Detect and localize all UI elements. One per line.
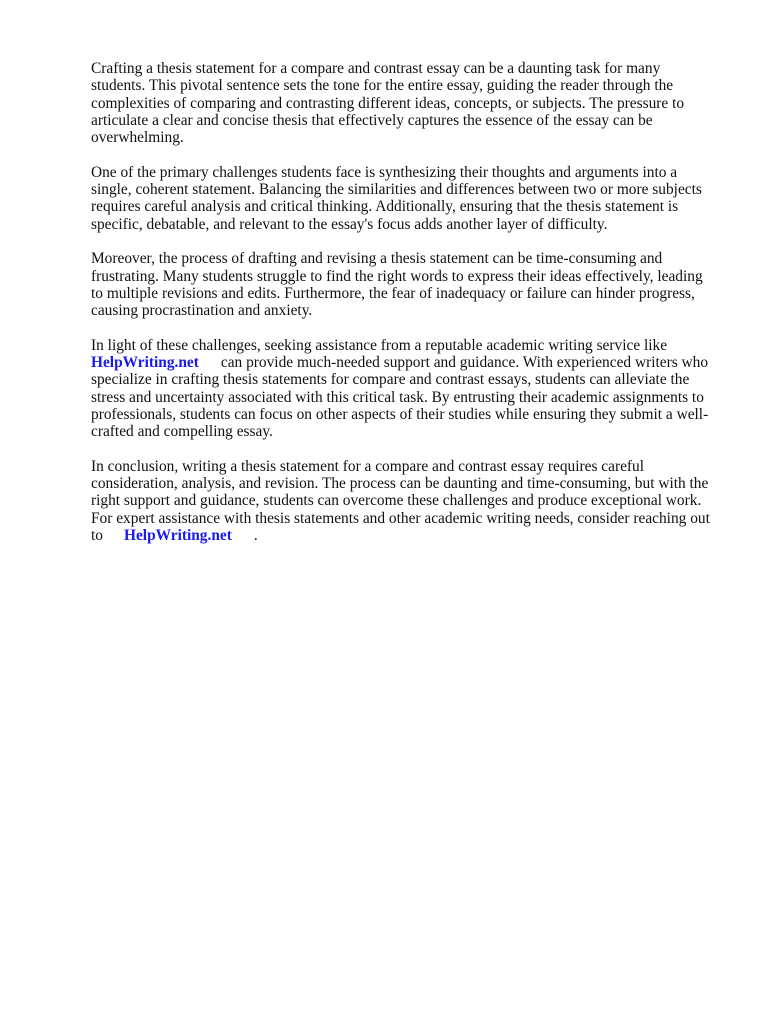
paragraph-2: One of the primary challenges students face is synthesizing their thoughts and arguments into a single, coherent statement. Balancing the similarities and differences between two or more subjects requires careful analysis and critical thinking. Additionally, ensuring that the thesis statement is specific, debatable, and relevant to the essay's focus adds another layer of difficulty. [91,163,702,233]
paragraph-5 [91,458,716,544]
paragraph-4-rest: can provide much-needed support and guidance. With experienced writers who specialize in crafting thesis statements for compare and contrast essays, students can alleviate the stress and uncertainty associated with this critical task. By entrusting their academic assignments to professionals, students can focus on other aspects of their studies while ensuring they submit a well- crafted and compelling essay. [91,354,709,441]
paragraph-5-period: . [253,527,258,545]
paragraph-4-intro: In light of these challenges, seeking assistance from a reputable academic writing service like [91,336,668,354]
paragraph-1: Crafting a thesis statement for a compare and contrast essay can be a daunting task for many students. This pivotal sentence sets the tone for the entire essay, guiding the reader through the complexities of comparing and contrasting different ideas, concepts, or subjects. The pressure to articulate a clear and concise thesis that effectively captures the essence of the essay can be overwhelming. [91,60,685,147]
document-body [91,60,716,562]
paragraph-3: Moreover, the process of drafting and revising a thesis statement can be time-consuming and frustrating. Many students struggle to find the right words to express their ideas effectively, leading to multiple revisions and edits. Furthermore, the fear of inadequacy or failure can hinder progress, causing procrastination and anxiety. [91,250,703,320]
paragraph-4 [91,337,716,441]
helpwriting-link[interactable]: HelpWriting.net [91,354,199,372]
paragraph-5-intro: In conclusion, writing a thesis statement for a compare and contrast essay requires careful consideration, analysis, and revision. The process can be daunting and time-consuming, but with the right support and guidance, students can overcome these challenges and produce exceptional work. For expert assistance with thesis statements and other academic writing needs, consider reaching out to [91,457,710,545]
helpwriting-link-closing[interactable]: HelpWriting.net [123,527,232,545]
